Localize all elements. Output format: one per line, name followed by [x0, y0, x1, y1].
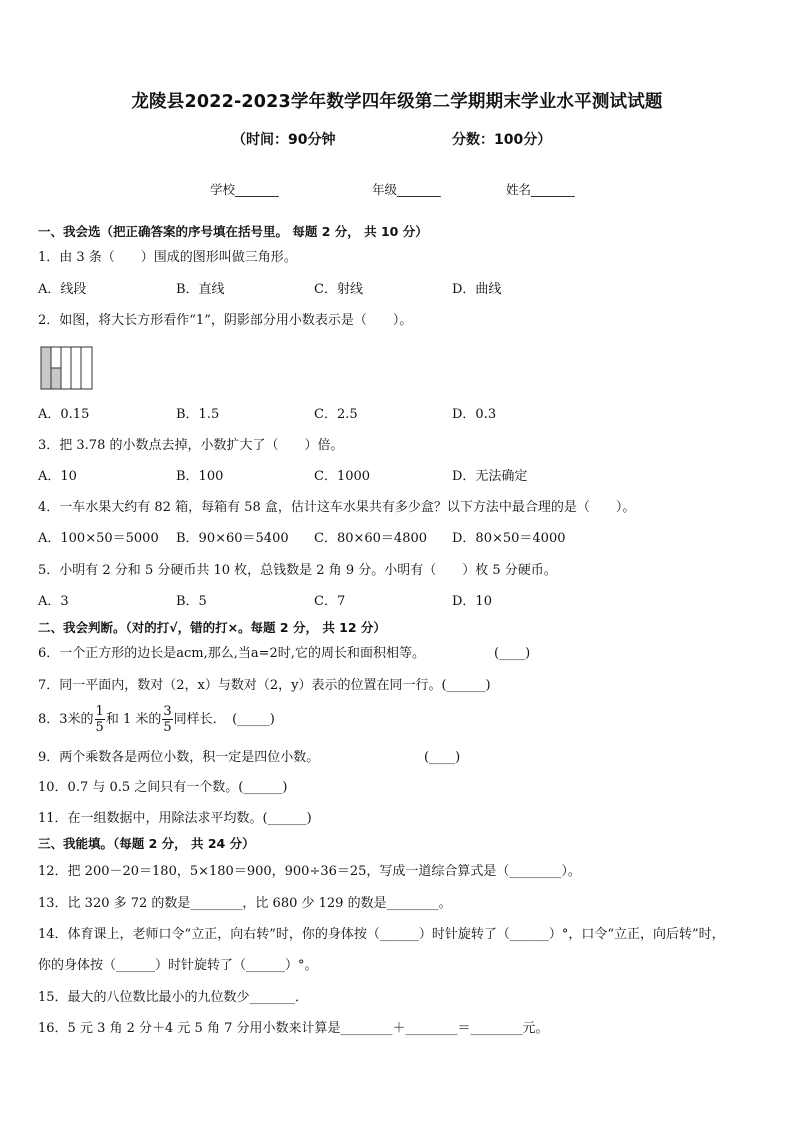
q2-option-c: C．2.5 — [314, 407, 358, 422]
q2-option-d: D．0.3 — [452, 407, 497, 422]
q5-option-d: D．10 — [452, 594, 492, 609]
fraction-numerator: 1 — [95, 704, 104, 719]
q4-option-c: C．80×60＝4800 — [314, 531, 428, 546]
half-shaded-column — [51, 368, 61, 389]
school-field: 学校_______ — [210, 182, 279, 197]
q1-option-a: A．线段 — [38, 282, 87, 297]
q8-text-b: 和 1 米的 — [105, 712, 162, 727]
q4-option-b: B．90×60＝5400 — [176, 531, 289, 546]
q6-answer-blank[interactable]: (____) — [494, 646, 531, 661]
question-12: 12．把 200－20＝180，5×180＝900，900÷36＝25，写成一道综合算式是（________）。 — [38, 864, 581, 879]
question-16: 16．5 元 3 角 2 分＋4 元 5 角 7 分用小数来计算是________＋________＝________元。 — [38, 1021, 549, 1036]
exam-title: 龙陵县2022-2023学年数学四年级第二学期期末学业水平测试试题 — [131, 92, 663, 112]
q5-option-b: B．5 — [176, 594, 207, 609]
question-5: 5．小明有 2 分和 5 分硬币共 10 枚，总钱数是 2 角 9 分。小明有（ ）枚 5 分硬币。 — [38, 563, 557, 578]
fraction-denominator: 5 — [163, 720, 172, 735]
q8-text-a: 8．3米的 — [38, 712, 94, 727]
q8-text-c: 同样长． (_____) — [173, 712, 275, 727]
q5-option-a: A．3 — [38, 594, 69, 609]
question-14-line-1: 14．体育课上，老师口令“立正，向右转”时，你的身体按（______）时针旋转了（______）°，口令“立正，向后转”时， — [38, 927, 725, 942]
question-4: 4．一车水果大约有 82 箱，每箱有 58 盒，估计这车水果共有多少盒？以下方法中最合理的是（ ）。 — [38, 500, 636, 515]
q1-option-d: D．曲线 — [452, 282, 502, 297]
q2-option-b: B．1.5 — [176, 407, 220, 422]
grade-field: 年级_______ — [372, 182, 441, 197]
question-13: 13．比 320 多 72 的数是________，比 680 少 129 的数是________。 — [38, 896, 452, 911]
q2-option-a: A．0.15 — [38, 407, 90, 422]
question-10: 10．0.7 与 0.5 之间只有一个数。(______) — [38, 780, 288, 795]
q3-option-d: D．无法确定 — [452, 469, 528, 484]
fraction-three-fifths — [162, 704, 172, 735]
section-fill-heading: 三、我能填。（每题 2 分， 共 24 分） — [38, 836, 255, 851]
question-8 — [38, 703, 275, 737]
q3-option-b: B．100 — [176, 469, 224, 484]
q4-option-a: A．100×50＝5000 — [38, 531, 159, 546]
question-2: 2．如图，将大长方形看作“1”，阴影部分用小数表示是（ ）。 — [38, 313, 413, 328]
q9-answer-blank[interactable]: (____) — [424, 750, 461, 765]
q4-option-d: D．80×50＝4000 — [452, 531, 566, 546]
fraction-one-fifth — [95, 704, 105, 735]
question-15: 15．最大的八位数比最小的九位数少_______． — [38, 990, 309, 1005]
section-choice-heading: 一、我会选（把正确答案的序号填在括号里。 每题 2 分， 共 10 分） — [38, 224, 428, 239]
time-info: （时间：90分钟 — [232, 132, 336, 148]
question-3: 3．把 3.78 的小数点去掉，小数扩大了（ ）倍。 — [38, 438, 344, 453]
question-14-line-2: 你的身体按（______）时针旋转了（______）°。 — [38, 958, 318, 973]
question-6: 6．一个正方形的边长是acm,那么,当a=2时,它的周长和面积相等。 — [38, 646, 425, 661]
question-9: 9．两个乘数各是两位小数，积一定是四位小数。 — [38, 750, 320, 765]
q1-option-b: B．直线 — [176, 282, 225, 297]
question-11: 11．在一组数据中，用除法求平均数。(______) — [38, 811, 312, 826]
question-7: 7．同一平面内，数对（2，x）与数对（2，y）表示的位置在同一行。(______) — [38, 678, 491, 693]
question-1: 1．由 3 条（ ）围成的图形叫做三角形。 — [38, 250, 297, 265]
q1-option-c: C．射线 — [314, 282, 363, 297]
fraction-numerator: 3 — [163, 704, 172, 719]
score-info: 分数：100分） — [452, 132, 552, 148]
fraction-denominator: 5 — [95, 720, 104, 735]
name-field: 姓名_______ — [506, 182, 575, 197]
q3-option-a: A．10 — [38, 469, 77, 484]
shaded-column — [41, 347, 51, 389]
q5-option-c: C．7 — [314, 594, 346, 609]
rectangle-figure — [40, 346, 94, 390]
section-judge-heading: 二、我会判断。（对的打√，错的打×。每题 2 分， 共 12 分） — [38, 620, 386, 635]
q3-option-c: C．1000 — [314, 469, 371, 484]
